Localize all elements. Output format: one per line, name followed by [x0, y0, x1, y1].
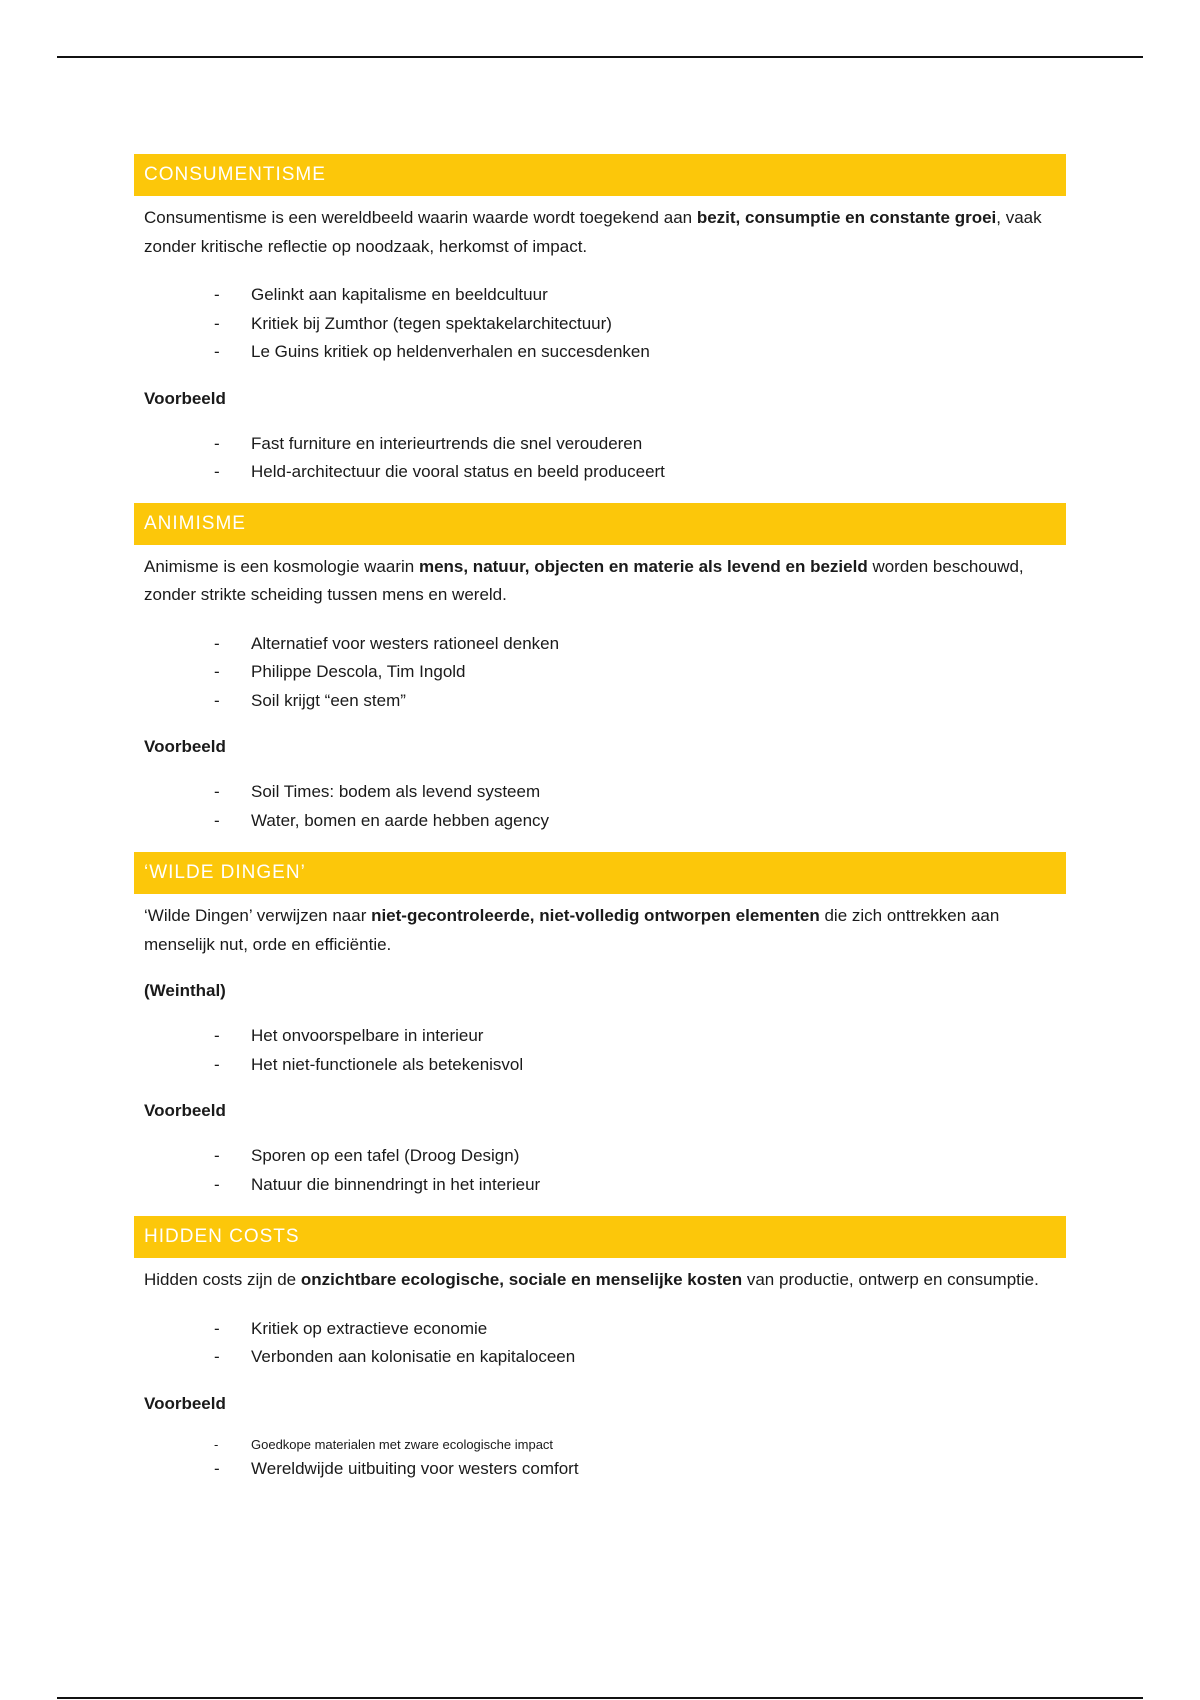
list-item: - Le Guins kritiek op heldenverhalen en succesdenken	[214, 342, 650, 361]
list-item: - Wereldwijde uitbuiting voor westers comfort	[214, 1458, 579, 1478]
list-item: - Natuur die binnendringt in het interieur	[214, 1174, 541, 1194]
example-list	[134, 1435, 1066, 1484]
header-rule	[57, 56, 1143, 58]
section-animisme	[134, 503, 1066, 836]
bullet-list	[134, 630, 1066, 716]
section-hidden-costs	[134, 1216, 1066, 1483]
example-label: Voorbeeld	[144, 1393, 226, 1413]
definition-paragraph: Consumentisme is een wereldbeeld waarin waarde wordt toegekend aan bezit, consumptie en constante groei, vaak zonder kritische reflectie op noodzaak, herkomst of impact.	[144, 208, 1042, 256]
list-item: - Het onvoorspelbare in interieur	[214, 1026, 484, 1045]
source-label: (Weinthal)	[144, 981, 226, 1000]
bullet-list	[134, 281, 1066, 367]
footer-rule	[57, 1697, 1143, 1699]
section-heading: ANIMISME	[134, 503, 1066, 545]
list-item: - Goedkope materialen met zware ecologische impact	[214, 1436, 554, 1452]
list-item: - Kritiek op extractieve economie	[214, 1318, 488, 1338]
definition-paragraph: Hidden costs zijn de onzichtbare ecologische, sociale en menselijke kosten van productie, ontwerp en consumptie.	[144, 1270, 1039, 1289]
bullet-list	[134, 1022, 1066, 1079]
list-item: - Soil krijgt “een stem”	[214, 690, 406, 710]
example-label: Voorbeeld	[144, 737, 226, 756]
section-heading: ‘WILDE DINGEN’	[134, 852, 1066, 894]
definition-paragraph: ‘Wilde Dingen’ verwijzen naar niet-gecontroleerde, niet-volledig ontworpen elementen die zich onttrekken aan menselijk nut, orde en efficiëntie.	[144, 906, 1000, 954]
list-item: - Soil Times: bodem als levend systeem	[214, 782, 541, 801]
example-list	[134, 1142, 1066, 1199]
example-label: Voorbeeld	[144, 1101, 226, 1120]
section-wilde-dingen	[134, 852, 1066, 1199]
list-item: - Gelinkt aan kapitalisme en beeldcultuur	[214, 285, 548, 304]
document-body	[134, 154, 1066, 1483]
list-item: - Kritiek bij Zumthor (tegen spektakelarchitectuur)	[214, 313, 612, 333]
section-consumentisme	[134, 154, 1066, 487]
example-list	[134, 778, 1066, 835]
list-item: - Sporen op een tafel (Droog Design)	[214, 1146, 520, 1165]
example-label: Voorbeeld	[144, 388, 226, 408]
section-heading: CONSUMENTISME	[134, 154, 1066, 196]
list-item: - Philippe Descola, Tim Ingold	[214, 662, 466, 681]
list-item: - Held-architectuur die vooral status en beeld produceert	[214, 462, 665, 481]
example-list	[134, 430, 1066, 487]
list-item: - Het niet-functionele als betekenisvol	[214, 1054, 524, 1074]
section-heading: HIDDEN COSTS	[134, 1216, 1066, 1258]
definition-paragraph: Animisme is een kosmologie waarin mens, natuur, objecten en materie als levend en bezield worden beschouwd, zonder strikte scheiding tussen mens en wereld.	[144, 556, 1024, 604]
bullet-list	[134, 1315, 1066, 1372]
list-item: - Water, bomen en aarde hebben agency	[214, 810, 550, 830]
list-item: - Verbonden aan kolonisatie en kapitaloceen	[214, 1347, 576, 1366]
list-item: - Alternatief voor westers rationeel denken	[214, 633, 560, 653]
list-item: - Fast furniture en interieurtrends die snel verouderen	[214, 433, 643, 453]
